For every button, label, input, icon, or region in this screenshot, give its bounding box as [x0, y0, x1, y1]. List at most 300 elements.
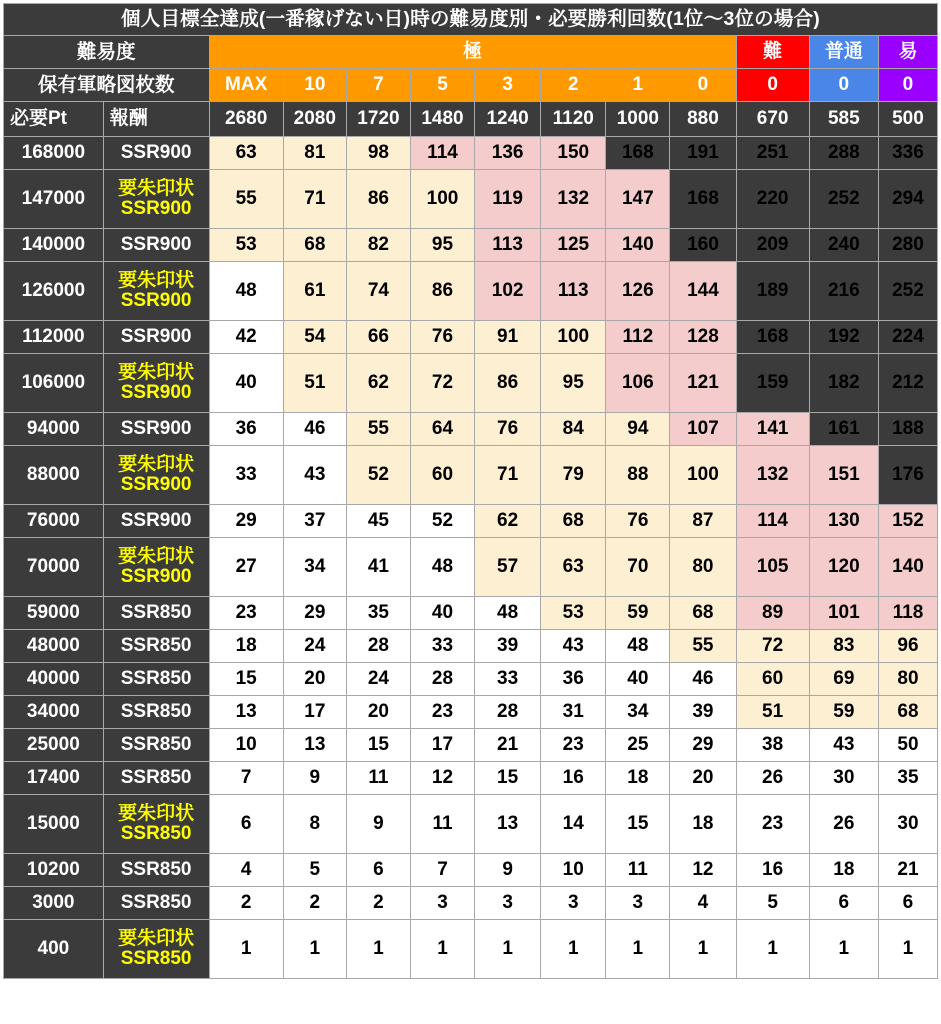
win-count-cell: 100: [541, 321, 606, 354]
win-count-cell: 112: [606, 321, 670, 354]
win-count-cell: 3: [410, 887, 474, 920]
map-count-header-label: 保有軍略図枚数: [4, 69, 210, 102]
win-count-cell: 8: [283, 795, 346, 854]
required-pt-cell: 3000: [4, 887, 104, 920]
reward-cell: [103, 538, 209, 597]
win-count-cell: 23: [541, 729, 606, 762]
win-count-cell: 136: [475, 137, 541, 170]
win-count-cell: 34: [283, 538, 346, 597]
map-count-cell: MAX: [209, 69, 283, 102]
table-row: [4, 321, 938, 354]
win-count-cell: 95: [410, 229, 474, 262]
win-count-cell: 2: [209, 887, 283, 920]
win-count-cell: 27: [209, 538, 283, 597]
reward-cell: [103, 170, 209, 229]
win-count-cell: 28: [475, 696, 541, 729]
win-count-cell: 41: [346, 538, 410, 597]
win-count-cell: 1: [606, 920, 670, 979]
map-count-cell: 0: [736, 69, 809, 102]
win-count-cell: 168: [606, 137, 670, 170]
win-count-cell: 17: [410, 729, 474, 762]
win-count-cell: 1: [410, 920, 474, 979]
win-count-cell: 94: [606, 413, 670, 446]
win-count-cell: 39: [670, 696, 736, 729]
win-count-cell: 2: [283, 887, 346, 920]
win-count-cell: 209: [736, 229, 809, 262]
table-row: [4, 170, 938, 229]
win-count-cell: 7: [209, 762, 283, 795]
win-count-cell: 21: [475, 729, 541, 762]
win-count-cell: 147: [606, 170, 670, 229]
win-count-cell: 1: [541, 920, 606, 979]
win-count-cell: 29: [209, 505, 283, 538]
win-count-cell: 23: [410, 696, 474, 729]
required-pt-cell: 70000: [4, 538, 104, 597]
win-count-cell: 1: [346, 920, 410, 979]
win-count-cell: 89: [736, 597, 809, 630]
win-count-cell: 252: [878, 262, 937, 321]
win-count-cell: 24: [283, 630, 346, 663]
required-pt-header-label: 必要Pt: [4, 102, 104, 137]
reward-cell: SSR850: [103, 762, 209, 795]
win-count-cell: 29: [283, 597, 346, 630]
win-count-cell: 1: [670, 920, 736, 979]
win-count-cell: 51: [283, 354, 346, 413]
win-count-cell: 29: [670, 729, 736, 762]
points-per-win-cell: 585: [809, 102, 878, 137]
win-count-cell: 189: [736, 262, 809, 321]
reward-cell: [103, 920, 209, 979]
win-count-cell: 168: [736, 321, 809, 354]
win-count-cell: 336: [878, 137, 937, 170]
win-count-cell: 43: [541, 630, 606, 663]
win-count-cell: 83: [809, 630, 878, 663]
required-pt-cell: 140000: [4, 229, 104, 262]
win-count-cell: 1: [283, 920, 346, 979]
win-count-cell: 118: [878, 597, 937, 630]
map-count-cell: 10: [283, 69, 346, 102]
win-count-cell: 71: [283, 170, 346, 229]
table-row: [4, 229, 938, 262]
win-count-cell: 176: [878, 446, 937, 505]
win-count-cell: 18: [606, 762, 670, 795]
reward-cell: SSR900: [103, 229, 209, 262]
win-count-cell: 125: [541, 229, 606, 262]
reward-cell: SSR850: [103, 663, 209, 696]
win-count-cell: 161: [809, 413, 878, 446]
map-count-cell: 2: [541, 69, 606, 102]
win-count-cell: 25: [606, 729, 670, 762]
table-row: [4, 795, 938, 854]
win-count-cell: 1: [475, 920, 541, 979]
required-pt-cell: 94000: [4, 413, 104, 446]
win-count-cell: 13: [475, 795, 541, 854]
reward-cell: SSR850: [103, 854, 209, 887]
win-count-cell: 98: [346, 137, 410, 170]
win-count-cell: 107: [670, 413, 736, 446]
win-count-cell: 4: [209, 854, 283, 887]
win-count-cell: 72: [736, 630, 809, 663]
required-pt-cell: 15000: [4, 795, 104, 854]
difficulty-kiwami-header: 極: [209, 36, 736, 69]
win-count-cell: 6: [878, 887, 937, 920]
win-count-cell: 9: [475, 854, 541, 887]
win-count-cell: 128: [670, 321, 736, 354]
win-count-cell: 48: [606, 630, 670, 663]
win-count-cell: 100: [670, 446, 736, 505]
win-count-cell: 88: [606, 446, 670, 505]
win-count-cell: 101: [809, 597, 878, 630]
win-count-cell: 5: [736, 887, 809, 920]
reward-cell: SSR850: [103, 630, 209, 663]
win-count-cell: 86: [410, 262, 474, 321]
points-per-win-cell: 670: [736, 102, 809, 137]
win-count-cell: 76: [475, 413, 541, 446]
table-row: [4, 413, 938, 446]
win-count-cell: 26: [809, 795, 878, 854]
win-count-cell: 96: [878, 630, 937, 663]
win-count-cell: 33: [475, 663, 541, 696]
win-count-cell: 55: [670, 630, 736, 663]
points-per-win-cell: 1120: [541, 102, 606, 137]
difficulty-futsuu-header: 普通: [809, 36, 878, 69]
win-count-cell: 63: [541, 538, 606, 597]
map-count-cell: 0: [809, 69, 878, 102]
win-count-cell: 132: [541, 170, 606, 229]
win-count-cell: 37: [283, 505, 346, 538]
win-count-cell: 140: [606, 229, 670, 262]
win-count-cell: 91: [475, 321, 541, 354]
reward-prefix-label: 要朱印状: [118, 362, 195, 384]
win-count-cell: 18: [670, 795, 736, 854]
win-count-cell: 251: [736, 137, 809, 170]
win-count-cell: 132: [736, 446, 809, 505]
win-count-cell: 21: [878, 854, 937, 887]
win-count-cell: 69: [809, 663, 878, 696]
win-count-cell: 3: [606, 887, 670, 920]
win-count-cell: 18: [809, 854, 878, 887]
win-count-cell: 168: [670, 170, 736, 229]
win-count-cell: 106: [606, 354, 670, 413]
win-count-cell: 240: [809, 229, 878, 262]
table-row: [4, 354, 938, 413]
win-count-cell: 55: [209, 170, 283, 229]
win-count-cell: 13: [283, 729, 346, 762]
win-count-cell: 159: [736, 354, 809, 413]
win-count-cell: 76: [410, 321, 474, 354]
win-count-cell: 11: [606, 854, 670, 887]
table-row: [4, 762, 938, 795]
win-count-cell: 46: [670, 663, 736, 696]
win-count-cell: 18: [209, 630, 283, 663]
win-count-cell: 66: [346, 321, 410, 354]
reward-prefix-label: 要朱印状: [118, 454, 195, 476]
win-count-cell: 59: [809, 696, 878, 729]
win-count-cell: 52: [346, 446, 410, 505]
win-count-cell: 48: [475, 597, 541, 630]
reward-cell: [103, 262, 209, 321]
win-count-cell: 6: [209, 795, 283, 854]
map-count-cell: 0: [878, 69, 937, 102]
reward-prefix-label: 要朱印状: [118, 178, 195, 200]
reward-prefix-label: 要朱印状: [118, 803, 195, 825]
table-row: [4, 696, 938, 729]
required-pt-cell: 147000: [4, 170, 104, 229]
win-count-cell: 144: [670, 262, 736, 321]
required-pt-cell: 40000: [4, 663, 104, 696]
reward-label: SSR850: [120, 823, 192, 844]
map-count-cell: 7: [346, 69, 410, 102]
win-count-cell: 51: [736, 696, 809, 729]
win-count-cell: 35: [878, 762, 937, 795]
win-count-cell: 28: [410, 663, 474, 696]
win-count-cell: 102: [475, 262, 541, 321]
win-count-cell: 26: [736, 762, 809, 795]
reward-cell: [103, 354, 209, 413]
win-count-cell: 28: [346, 630, 410, 663]
difficulty-nan-header: 難: [736, 36, 809, 69]
reward-cell: SSR850: [103, 887, 209, 920]
win-count-cell: 15: [606, 795, 670, 854]
reward-cell: SSR900: [103, 137, 209, 170]
win-count-cell: 121: [670, 354, 736, 413]
reward-cell: SSR850: [103, 729, 209, 762]
reward-cell: SSR900: [103, 321, 209, 354]
win-count-cell: 151: [809, 446, 878, 505]
win-count-cell: 86: [346, 170, 410, 229]
win-count-cell: 7: [410, 854, 474, 887]
table-row: [4, 446, 938, 505]
win-count-cell: 68: [878, 696, 937, 729]
win-count-cell: 46: [283, 413, 346, 446]
win-count-cell: 288: [809, 137, 878, 170]
win-count-cell: 42: [209, 321, 283, 354]
win-count-cell: 191: [670, 137, 736, 170]
table-row: [4, 630, 938, 663]
reward-prefix-label: 要朱印状: [118, 928, 195, 950]
win-count-cell: 74: [346, 262, 410, 321]
win-count-cell: 87: [670, 505, 736, 538]
win-count-cell: 52: [410, 505, 474, 538]
required-pt-cell: 48000: [4, 630, 104, 663]
win-count-table: [3, 3, 938, 979]
table-row: [4, 729, 938, 762]
reward-cell: SSR850: [103, 696, 209, 729]
win-count-cell: 53: [541, 597, 606, 630]
table-row: [4, 505, 938, 538]
win-count-cell: 130: [809, 505, 878, 538]
win-count-cell: 20: [346, 696, 410, 729]
win-count-cell: 192: [809, 321, 878, 354]
required-pt-cell: 126000: [4, 262, 104, 321]
points-per-win-cell: 880: [670, 102, 736, 137]
win-count-cell: 35: [346, 597, 410, 630]
win-count-cell: 43: [809, 729, 878, 762]
difficulty-header-label: 難易度: [4, 36, 210, 69]
win-count-cell: 280: [878, 229, 937, 262]
win-count-cell: 80: [670, 538, 736, 597]
win-count-cell: 2: [346, 887, 410, 920]
map-count-cell: 0: [670, 69, 736, 102]
win-count-cell: 64: [410, 413, 474, 446]
win-count-cell: 182: [809, 354, 878, 413]
win-count-cell: 141: [736, 413, 809, 446]
win-count-cell: 9: [346, 795, 410, 854]
win-count-cell: 5: [283, 854, 346, 887]
reward-label: SSR900: [120, 290, 192, 311]
win-count-cell: 6: [809, 887, 878, 920]
win-count-cell: 50: [878, 729, 937, 762]
table-row: [4, 663, 938, 696]
required-pt-cell: 400: [4, 920, 104, 979]
win-count-cell: 33: [410, 630, 474, 663]
win-count-cell: 48: [410, 538, 474, 597]
win-count-cell: 152: [878, 505, 937, 538]
win-count-cell: 82: [346, 229, 410, 262]
win-count-cell: 23: [736, 795, 809, 854]
win-count-cell: 16: [541, 762, 606, 795]
win-count-cell: 68: [670, 597, 736, 630]
win-count-cell: 72: [410, 354, 474, 413]
required-pt-cell: 76000: [4, 505, 104, 538]
reward-label: SSR900: [120, 198, 192, 219]
win-count-cell: 3: [475, 887, 541, 920]
reward-prefix-label: 要朱印状: [118, 270, 195, 292]
table-title: 個人目標全達成(一番稼げない日)時の難易度別・必要勝利回数(1位〜3位の場合): [4, 4, 938, 36]
reward-cell: [103, 795, 209, 854]
win-count-cell: 81: [283, 137, 346, 170]
win-count-cell: 100: [410, 170, 474, 229]
win-count-cell: 20: [670, 762, 736, 795]
win-count-cell: 68: [541, 505, 606, 538]
win-count-cell: 24: [346, 663, 410, 696]
required-pt-cell: 25000: [4, 729, 104, 762]
win-count-cell: 12: [410, 762, 474, 795]
win-count-cell: 1: [878, 920, 937, 979]
win-count-cell: 48: [209, 262, 283, 321]
points-per-win-cell: 1480: [410, 102, 474, 137]
win-count-cell: 17: [283, 696, 346, 729]
win-count-cell: 60: [736, 663, 809, 696]
win-count-cell: 80: [878, 663, 937, 696]
win-count-cell: 10: [541, 854, 606, 887]
required-pt-cell: 88000: [4, 446, 104, 505]
table-row: [4, 262, 938, 321]
win-count-cell: 45: [346, 505, 410, 538]
win-count-cell: 57: [475, 538, 541, 597]
win-count-cell: 15: [475, 762, 541, 795]
win-count-cell: 61: [283, 262, 346, 321]
reward-prefix-label: 要朱印状: [118, 546, 195, 568]
points-per-win-cell: 2080: [283, 102, 346, 137]
win-count-cell: 140: [878, 538, 937, 597]
win-count-table-wrapper: [3, 3, 938, 979]
reward-label: SSR900: [120, 474, 192, 495]
required-pt-cell: 59000: [4, 597, 104, 630]
win-count-cell: 36: [541, 663, 606, 696]
win-count-cell: 62: [346, 354, 410, 413]
win-count-cell: 55: [346, 413, 410, 446]
points-per-win-cell: 1720: [346, 102, 410, 137]
required-pt-cell: 168000: [4, 137, 104, 170]
reward-cell: SSR850: [103, 597, 209, 630]
win-count-cell: 224: [878, 321, 937, 354]
win-count-cell: 84: [541, 413, 606, 446]
win-count-cell: 15: [209, 663, 283, 696]
win-count-cell: 34: [606, 696, 670, 729]
win-count-cell: 43: [283, 446, 346, 505]
win-count-cell: 54: [283, 321, 346, 354]
win-count-cell: 40: [410, 597, 474, 630]
win-count-cell: 113: [475, 229, 541, 262]
required-pt-cell: 10200: [4, 854, 104, 887]
win-count-cell: 16: [736, 854, 809, 887]
points-per-win-cell: 500: [878, 102, 937, 137]
win-count-cell: 9: [283, 762, 346, 795]
win-count-cell: 38: [736, 729, 809, 762]
win-count-cell: 23: [209, 597, 283, 630]
win-count-cell: 20: [283, 663, 346, 696]
reward-cell: SSR900: [103, 413, 209, 446]
win-count-cell: 220: [736, 170, 809, 229]
required-pt-cell: 34000: [4, 696, 104, 729]
win-count-cell: 30: [809, 762, 878, 795]
table-row: [4, 597, 938, 630]
table-row: [4, 920, 938, 979]
win-count-cell: 12: [670, 854, 736, 887]
win-count-cell: 188: [878, 413, 937, 446]
win-count-cell: 10: [209, 729, 283, 762]
reward-label: SSR900: [120, 566, 192, 587]
reward-header-label: 報酬: [103, 102, 209, 137]
win-count-cell: 63: [209, 137, 283, 170]
win-count-cell: 40: [209, 354, 283, 413]
win-count-cell: 126: [606, 262, 670, 321]
win-count-cell: 86: [475, 354, 541, 413]
win-count-cell: 119: [475, 170, 541, 229]
win-count-cell: 212: [878, 354, 937, 413]
win-count-cell: 1: [736, 920, 809, 979]
difficulty-i-header: 易: [878, 36, 937, 69]
win-count-cell: 1: [809, 920, 878, 979]
win-count-cell: 31: [541, 696, 606, 729]
win-count-cell: 11: [346, 762, 410, 795]
win-count-cell: 4: [670, 887, 736, 920]
reward-cell: SSR900: [103, 505, 209, 538]
win-count-cell: 14: [541, 795, 606, 854]
win-count-cell: 6: [346, 854, 410, 887]
win-count-cell: 105: [736, 538, 809, 597]
table-row: [4, 887, 938, 920]
points-per-win-cell: 1000: [606, 102, 670, 137]
map-count-cell: 5: [410, 69, 474, 102]
win-count-cell: 3: [541, 887, 606, 920]
win-count-cell: 95: [541, 354, 606, 413]
win-count-cell: 60: [410, 446, 474, 505]
table-row: [4, 137, 938, 170]
required-pt-cell: 17400: [4, 762, 104, 795]
required-pt-cell: 106000: [4, 354, 104, 413]
win-count-cell: 113: [541, 262, 606, 321]
win-count-cell: 252: [809, 170, 878, 229]
win-count-cell: 114: [410, 137, 474, 170]
win-count-cell: 79: [541, 446, 606, 505]
win-count-cell: 160: [670, 229, 736, 262]
win-count-cell: 11: [410, 795, 474, 854]
map-count-cell: 3: [475, 69, 541, 102]
win-count-cell: 294: [878, 170, 937, 229]
win-count-cell: 76: [606, 505, 670, 538]
